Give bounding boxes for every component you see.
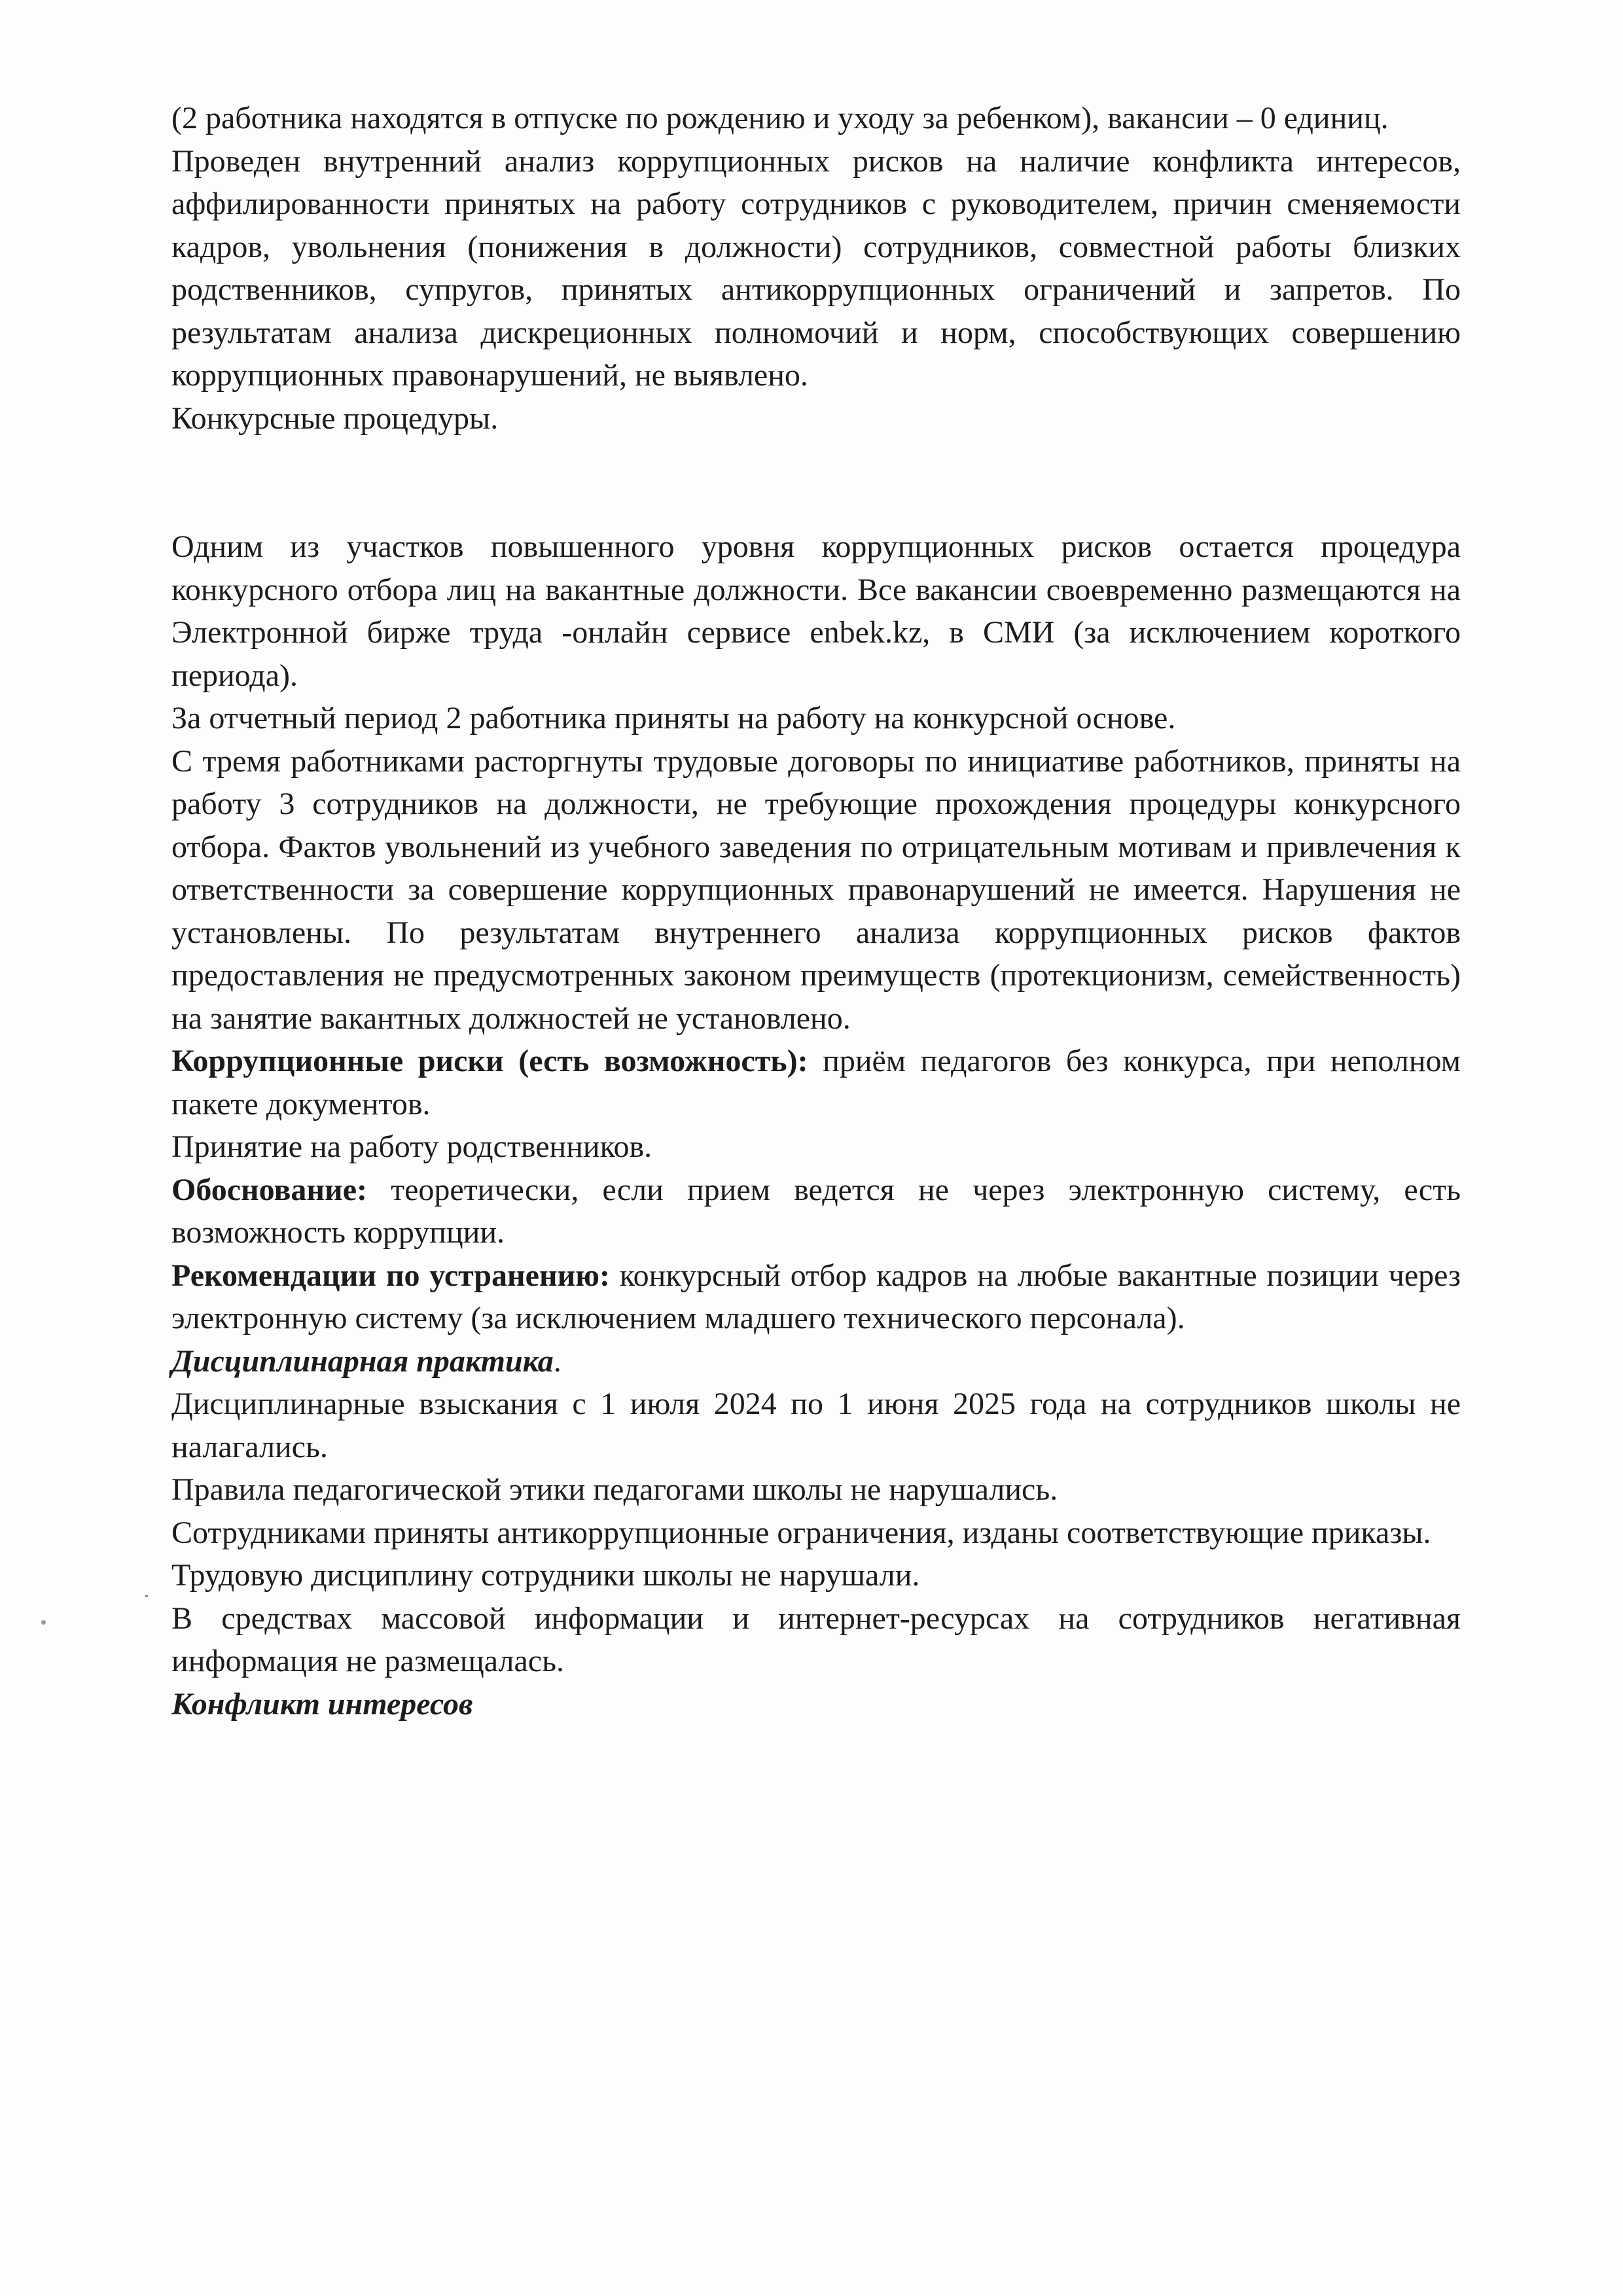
heading-conflict-of-interest [171, 1683, 1461, 1726]
paragraph-terminated-contracts: С тремя работниками расторгнуты трудовые договоры по инициативе работников, приняты на работу 3 сотрудников на должности, не требующие прохождения процедуры конкурсного отбора. Фактов увольнений из учебного заведения по отрицательным мотивам и привлечения к ответственности за совершение коррупционных правонарушений не имеется. Нарушения не установлены. По результатам внутреннего анализа коррупционных рисков фактов предоставления не предусмотренных законом преимуществ (протекционизм, семейственность) на занятие вакантных должностей не установлено. [171, 743, 1461, 1036]
conflict-of-interest-title: Конфликт интересов [171, 1686, 473, 1722]
recommendations-label: Рекомендации по устранению: [171, 1258, 610, 1293]
disciplinary-practice-title: Дисциплинарная практика [171, 1343, 554, 1379]
scan-artifact-dot [41, 1620, 46, 1625]
paragraph-risk-areas: Одним из участков повышенного уровня коррупционных рисков остается процедура конкурсного отбора лиц на вакантные должности. Все вакансии своевременно размещаются на Электронной бирже труда -онлайн сервисе enbek.kz, в СМИ (за исключением короткого периода). [171, 529, 1461, 693]
paragraph-disciplinary-sanctions: Дисциплинарные взыскания с 1 июля 2024 по 1 июня 2025 года на сотрудников школы не налагались. [171, 1386, 1461, 1464]
paragraph-pedagogical-ethics: Правила педагогической этики педагогами школы не нарушались. [171, 1472, 1058, 1507]
corruption-risks-text: приём педагогов без конкурса, при неполном пакете документов. [171, 1044, 1461, 1122]
paragraph-hiring-relatives: Принятие на работу родственников. [171, 1129, 652, 1164]
disciplinary-practice-period: . [553, 1343, 562, 1379]
corruption-risks-label: Коррупционные риски (есть возможность): [171, 1044, 808, 1078]
recommendations-text: конкурсный отбор кадров на любые вакантные позиции через электронную систему (за исключением младшего технического персонала). [171, 1258, 1461, 1335]
justification-text: теоретически, если прием ведется не через электронную систему, есть возможность коррупции. [171, 1172, 1461, 1250]
heading-disciplinary-practice [171, 1340, 1461, 1383]
paragraph-anticorruption-restrictions: Сотрудниками приняты антикоррупционные ограничения, изданы соответствующие приказы. [171, 1515, 1431, 1550]
justification-label: Обоснование: [171, 1172, 367, 1207]
paragraph-hired-competitive: За отчетный период 2 работника приняты на работу на конкурсной основе. [171, 701, 1176, 735]
paragraph-media-information: В средствах массовой информации и интернет-ресурсах на сотрудников негативная информация не размещалась. [171, 1600, 1461, 1678]
document-body [171, 97, 1461, 1725]
paragraph-recommendations [171, 1254, 1461, 1340]
paragraph-labor-discipline: Трудовую дисциплину сотрудники школы не нарушали. [171, 1558, 920, 1593]
blank-gap [171, 440, 1461, 525]
paragraph-justification [171, 1169, 1461, 1254]
paragraph-corruption-risks [171, 1040, 1461, 1125]
scan-artifact-tick [145, 1595, 148, 1597]
paragraph-competitive-procedures: Конкурсные процедуры. [171, 400, 499, 436]
paragraph-internal-analysis: Проведен внутренний анализ коррупционных рисков на наличие конфликта интересов, аффилированности принятых на работу сотрудников с руководителем, причин сменяемости кадров, увольнения (понижения в должности) сотрудников, совместной работы близких родственников, супругов, принятых антикоррупционных ограничений и запретов. По результатам анализа дискреционных полномочий и норм, способствующих совершению коррупционных правонарушений, не выявлено. [171, 143, 1461, 393]
paragraph-vacancies: (2 работника находятся в отпуске по рождению и уходу за ребенком), вакансии – 0 единиц. [171, 101, 1389, 135]
